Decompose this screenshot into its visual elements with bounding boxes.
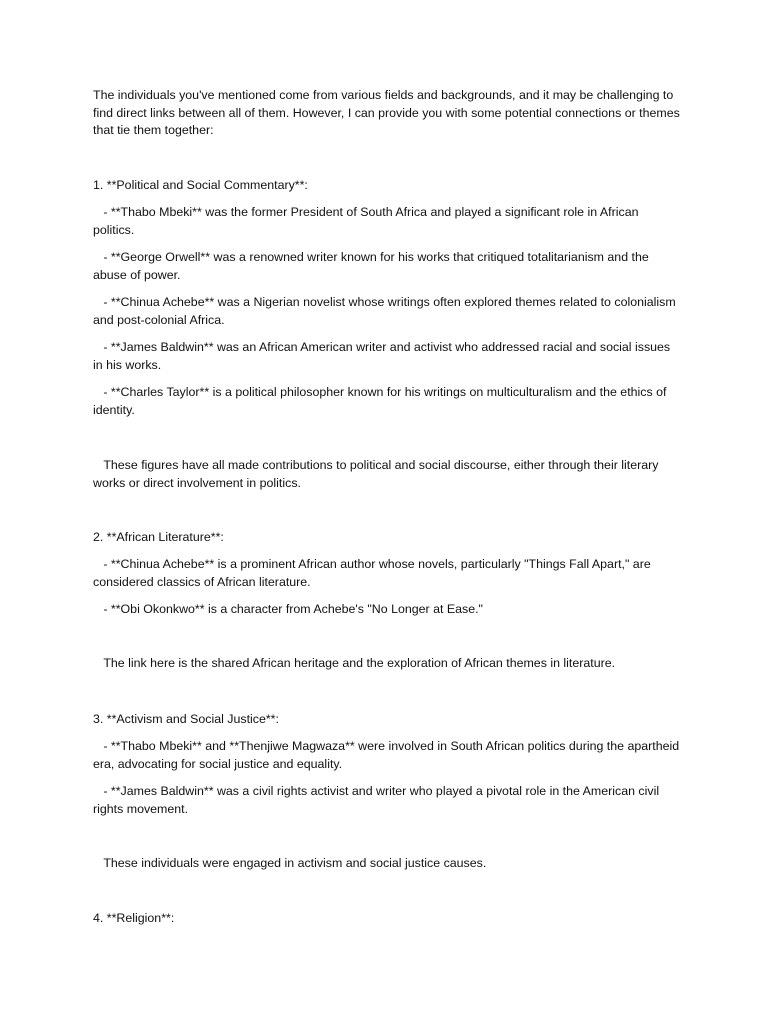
list-item: - **Thabo Mbeki** was the former President of South Africa and played a significant role in African politics. (93, 205, 642, 237)
section-heading-religion: 4. **Religion**: (93, 911, 175, 925)
summary-paragraph: These figures have all made contributions to political and social discourse, either through their literary works or direct involvement in politics. (93, 458, 662, 490)
list-item: - **Obi Okonkwo** is a character from Achebe's "No Longer at Ease." (93, 602, 483, 616)
section-heading-african-literature: 2. **African Literature**: (93, 530, 224, 544)
summary-paragraph: These individuals were engaged in activism and social justice causes. (93, 856, 487, 870)
summary-paragraph: The link here is the shared African heritage and the exploration of African themes in literature. (93, 656, 616, 670)
intro-paragraph: The individuals you've mentioned come from various fields and backgrounds, and it may be challenging to find direct links between all of them. However, I can provide you with some potential connections or themes that tie them together: (93, 88, 684, 138)
list-item: - **James Baldwin** was a civil rights activist and writer who played a pivotal role in the American civil rights movement. (93, 784, 663, 816)
section-heading-activism: 3. **Activism and Social Justice**: (93, 712, 279, 726)
list-item: - **James Baldwin** was an African American writer and activist who addressed racial and social issues in his works. (93, 340, 674, 372)
list-item: - **Charles Taylor** is a political philosopher known for his writings on multiculturalism and the ethics of identity. (93, 385, 670, 417)
list-item: - **Chinua Achebe** is a prominent African author whose novels, particularly "Things Fall Apart," are considered classics of African literature. (93, 557, 655, 589)
section-heading-political-social: 1. **Political and Social Commentary**: (93, 178, 308, 192)
list-item: - **Thabo Mbeki** and **Thenjiwe Magwaza** were involved in South African politics during the apartheid era, advocating for social justice and equality. (93, 739, 683, 771)
list-item: - **Chinua Achebe** was a Nigerian novelist whose writings often explored themes related to colonialism and post-colonial Africa. (93, 295, 680, 327)
list-item: - **George Orwell** was a renowned writer known for his works that critiqued totalitarianism and the abuse of power. (93, 250, 653, 282)
